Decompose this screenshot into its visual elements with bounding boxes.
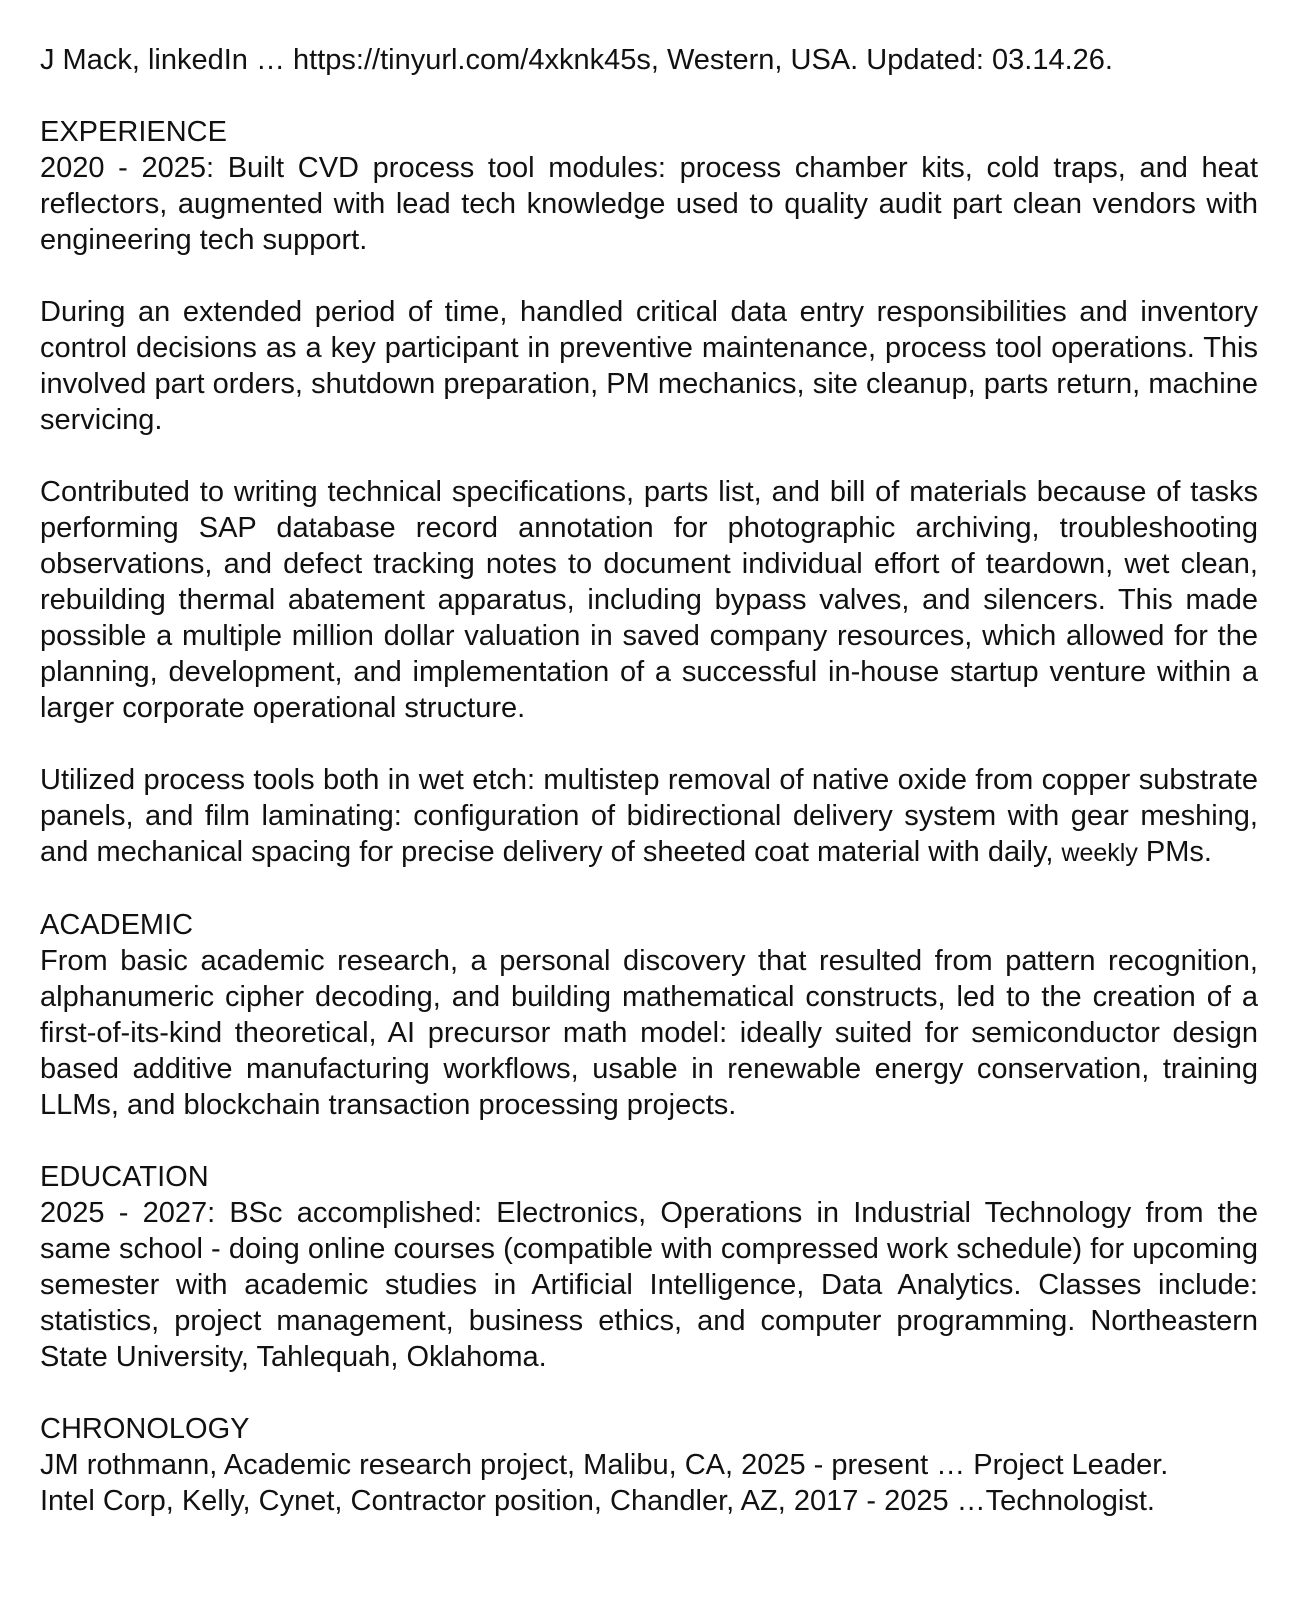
experience-paragraph-4-end: PMs. bbox=[1137, 836, 1212, 868]
experience-paragraph-1: 2020 - 2025: Built CVD process tool modules: process chamber kits, cold traps, and heat reflectors, augmented with lead tech knowledge used to quality audit part clean vendors with engineering tech support. bbox=[40, 152, 1258, 256]
academic-section bbox=[40, 907, 1258, 1123]
experience-paragraph-4-text: Utilized process tools both in wet etch: multistep removal of native oxide from copper substrate panels, and film laminating: configuration of bidirectional delivery system with gear meshing, and mechanical spacing for precise delivery of sheeted coat material with daily, bbox=[40, 764, 1258, 868]
chronology-entry: JM rothmann, Academic research project, Malibu, CA, 2025 - present … Project Leader. bbox=[40, 1449, 1169, 1481]
academic-heading: ACADEMIC bbox=[40, 909, 194, 941]
experience-paragraph-4-small-word: weekly bbox=[1061, 839, 1138, 867]
education-section bbox=[40, 1159, 1258, 1375]
experience-paragraph-4 bbox=[40, 762, 1258, 871]
education-paragraph: 2025 - 2027: BSc accomplished: Electronics, Operations in Industrial Technology from the same school - doing online courses (compatible with compressed work schedule) for upcoming semester with academic studies in Artificial Intelligence, Data Analytics. Classes include: statistics, project management, business ethics, and computer programming. Northeastern State University, Tahlequah, Oklahoma. bbox=[40, 1197, 1258, 1373]
experience-paragraph-2: During an extended period of time, handled critical data entry responsibilities and inventory control decisions as a key participant in preventive maintenance, process tool operations. This involved part orders, shutdown preparation, PM mechanics, site cleanup, parts return, machine servicing. bbox=[40, 296, 1258, 436]
experience-section bbox=[40, 114, 1258, 871]
education-heading: EDUCATION bbox=[40, 1161, 209, 1193]
chronology-section bbox=[40, 1411, 1258, 1519]
academic-paragraph: From basic academic research, a personal discovery that resulted from pattern recognition, alphanumeric cipher decoding, and building mathematical constructs, led to the creation of a first-of-its-kind theoretical, AI precursor math model: ideally suited for semiconductor design based additive manufacturing workflows, usable in renewable energy conservation, training LLMs, and blockchain transaction processing projects. bbox=[40, 945, 1258, 1121]
chronology-entry: Intel Corp, Kelly, Cynet, Contractor position, Chandler, AZ, 2017 - 2025 …Technologist. bbox=[40, 1485, 1155, 1517]
experience-heading: EXPERIENCE bbox=[40, 116, 227, 148]
resume-document bbox=[40, 42, 1258, 1519]
experience-paragraph-3: Contributed to writing technical specifications, parts list, and bill of materials because of tasks performing SAP database record annotation for photographic archiving, troubleshooting observations, and defect tracking notes to document individual effort of teardown, wet clean, rebuilding thermal abatement apparatus, including bypass valves, and silencers. This made possible a multiple million dollar valuation in saved company resources, which allowed for the planning, development, and implementation of a successful in-house startup venture within a larger corporate operational structure. bbox=[40, 476, 1258, 724]
contact-header: J Mack, linkedIn … https://tinyurl.com/4xknk45s, Western, USA. Updated: 03.14.26. bbox=[40, 44, 1113, 76]
chronology-heading: CHRONOLOGY bbox=[40, 1413, 250, 1445]
